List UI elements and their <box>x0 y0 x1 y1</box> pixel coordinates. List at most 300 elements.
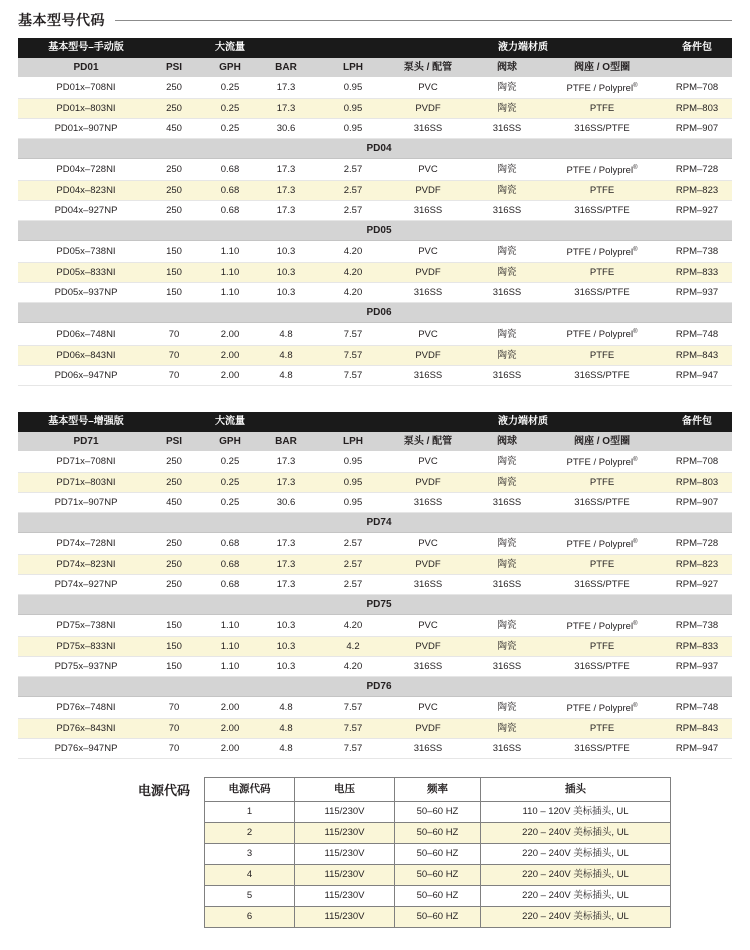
manual-group-row <box>18 303 732 323</box>
table-row <box>18 719 732 739</box>
table-cell: PD05x–833NI <box>18 263 146 283</box>
table-cell: 0.95 <box>314 472 384 492</box>
table-cell: 450 <box>146 492 202 512</box>
table-cell: 250 <box>146 554 202 574</box>
table-cell: RPM–708 <box>662 77 732 99</box>
manual-group-label: PD06 <box>18 303 732 323</box>
table-cell: 2.57 <box>314 159 384 181</box>
table-cell: PD71x–803NI <box>18 472 146 492</box>
enhanced-col-model: PD71 <box>18 432 146 451</box>
table-cell: 10.3 <box>258 657 314 677</box>
table-row <box>18 159 732 181</box>
power-table-header-cell: 插头 <box>481 778 671 802</box>
table-cell: 316SS/PTFE <box>542 574 662 594</box>
table-row <box>18 263 732 283</box>
table-cell: 4.8 <box>258 719 314 739</box>
table-cell: RPM–738 <box>662 614 732 636</box>
table-cell: RPM–738 <box>662 241 732 263</box>
table-cell: 陶瓷 <box>472 181 542 201</box>
table-cell: 50–60 HZ <box>395 865 481 886</box>
table-cell: 110 – 120V 美标插头, UL <box>481 802 671 823</box>
table-row <box>205 907 671 928</box>
table-cell: PTFE <box>542 637 662 657</box>
table-cell: PVC <box>384 77 472 99</box>
table-cell: 50–60 HZ <box>395 802 481 823</box>
table-cell: 陶瓷 <box>472 637 542 657</box>
table-cell: RPM–748 <box>662 697 732 719</box>
enhanced-group-label: PD74 <box>18 512 732 532</box>
table-cell: 70 <box>146 739 202 759</box>
table-cell: 0.25 <box>202 472 258 492</box>
table-cell: 4 <box>205 865 295 886</box>
table-cell: 1 <box>205 802 295 823</box>
table-row <box>18 283 732 303</box>
table-cell: 150 <box>146 263 202 283</box>
table-cell: RPM–843 <box>662 345 732 365</box>
enhanced-model-table-wrapper <box>18 412 732 760</box>
manual-header-flow: 大流量 <box>146 38 314 58</box>
table-cell: 2.00 <box>202 697 258 719</box>
table-cell: 陶瓷 <box>472 77 542 99</box>
manual-col-seat-oring: 阀座 / O型圈 <box>542 58 662 77</box>
power-table-header-cell: 频率 <box>395 778 481 802</box>
table-cell: PVDF <box>384 263 472 283</box>
power-table-header-cell: 电源代码 <box>205 778 295 802</box>
table-row <box>18 554 732 574</box>
table-cell: RPM–947 <box>662 365 732 385</box>
table-cell: 0.68 <box>202 201 258 221</box>
table-cell: 2.57 <box>314 532 384 554</box>
table-cell: 150 <box>146 241 202 263</box>
table-cell: 316SS <box>472 657 542 677</box>
table-row <box>18 492 732 512</box>
table-cell: 115/230V <box>295 844 395 865</box>
table-cell: 10.3 <box>258 241 314 263</box>
table-cell: 2.57 <box>314 181 384 201</box>
table-row <box>18 739 732 759</box>
table-cell: 316SS <box>384 739 472 759</box>
table-cell: RPM–927 <box>662 201 732 221</box>
table-cell: 17.3 <box>258 574 314 594</box>
table-cell: PD74x–728NI <box>18 532 146 554</box>
table-cell: 1.10 <box>202 283 258 303</box>
table-row <box>18 119 732 139</box>
table-cell: 10.3 <box>258 263 314 283</box>
table-cell: 4.20 <box>314 263 384 283</box>
registered-mark: ® <box>633 329 638 336</box>
enhanced-col-gph: GPH <box>202 432 258 451</box>
manual-col-bar: BAR <box>258 58 314 77</box>
table-cell: 316SS <box>384 657 472 677</box>
table-cell: 0.95 <box>314 99 384 119</box>
table-cell: 7.57 <box>314 365 384 385</box>
table-cell: PD05x–738NI <box>18 241 146 263</box>
table-cell: PD06x–843NI <box>18 345 146 365</box>
table-cell: 0.95 <box>314 451 384 473</box>
table-row <box>205 823 671 844</box>
table-cell: 150 <box>146 614 202 636</box>
table-cell: 陶瓷 <box>472 345 542 365</box>
table-cell: PTFE <box>542 345 662 365</box>
table-cell: RPM–947 <box>662 739 732 759</box>
table-cell: PD04x–728NI <box>18 159 146 181</box>
enhanced-header-primary <box>18 412 732 432</box>
table-cell: 陶瓷 <box>472 99 542 119</box>
table-cell: PVDF <box>384 472 472 492</box>
manual-group-label: PD04 <box>18 139 732 159</box>
table-cell: 7.57 <box>314 739 384 759</box>
table-cell: RPM–803 <box>662 472 732 492</box>
table-cell: 316SS <box>384 574 472 594</box>
table-cell: RPM–937 <box>662 657 732 677</box>
manual-header-model: 基本型号–手动版 <box>18 38 146 58</box>
table-cell: 7.57 <box>314 323 384 345</box>
enhanced-header-columns <box>18 432 732 451</box>
table-cell: 0.25 <box>202 99 258 119</box>
table-cell: 316SS <box>384 365 472 385</box>
table-cell: 250 <box>146 181 202 201</box>
table-cell: RPM–833 <box>662 263 732 283</box>
table-cell: PVC <box>384 614 472 636</box>
table-cell: PTFE / Polyprel® <box>542 241 662 263</box>
table-cell: 10.3 <box>258 283 314 303</box>
table-cell: 220 – 240V 美标插头, UL <box>481 865 671 886</box>
enhanced-group-row <box>18 512 732 532</box>
enhanced-header-model: 基本型号–增强版 <box>18 412 146 432</box>
table-cell: 0.68 <box>202 574 258 594</box>
table-cell: PTFE <box>542 181 662 201</box>
table-row <box>18 637 732 657</box>
registered-mark: ® <box>633 538 638 545</box>
power-code-block <box>18 777 732 928</box>
table-cell: 2.57 <box>314 201 384 221</box>
manual-header-wetend: 液力端材质 <box>384 38 662 58</box>
registered-mark: ® <box>633 83 638 89</box>
enhanced-col-bar: BAR <box>258 432 314 451</box>
table-cell: 7.57 <box>314 345 384 365</box>
table-cell: 10.3 <box>258 614 314 636</box>
enhanced-header-wetend: 液力端材质 <box>384 412 662 432</box>
table-cell: 4.20 <box>314 614 384 636</box>
table-cell: PD75x–833NI <box>18 637 146 657</box>
table-cell: 1.10 <box>202 614 258 636</box>
table-cell: PD75x–937NP <box>18 657 146 677</box>
table-row <box>205 802 671 823</box>
enhanced-model-table <box>18 412 732 760</box>
table-cell: PD01x–708NI <box>18 77 146 99</box>
table-cell: 250 <box>146 201 202 221</box>
table-cell: PD04x–823NI <box>18 181 146 201</box>
table-cell: 115/230V <box>295 886 395 907</box>
table-cell: RPM–833 <box>662 637 732 657</box>
table-cell: 250 <box>146 77 202 99</box>
table-cell: 115/230V <box>295 907 395 928</box>
power-code-label: 电源代码 <box>138 783 191 799</box>
table-cell: 4.20 <box>314 657 384 677</box>
table-cell: RPM–748 <box>662 323 732 345</box>
enhanced-header-spacer <box>314 412 384 432</box>
table-cell: 2.57 <box>314 574 384 594</box>
table-cell: PVDF <box>384 99 472 119</box>
table-cell: 316SS <box>384 283 472 303</box>
table-cell: 150 <box>146 283 202 303</box>
table-cell: PVC <box>384 241 472 263</box>
table-row <box>18 345 732 365</box>
table-cell: 50–60 HZ <box>395 886 481 907</box>
table-cell: PVC <box>384 532 472 554</box>
table-cell: PD01x–907NP <box>18 119 146 139</box>
table-cell: 10.3 <box>258 637 314 657</box>
table-cell: PD06x–748NI <box>18 323 146 345</box>
table-cell: 2 <box>205 823 295 844</box>
table-cell: 1.10 <box>202 637 258 657</box>
table-cell: PD76x–843NI <box>18 719 146 739</box>
table-cell: 316SS <box>472 119 542 139</box>
table-cell: 陶瓷 <box>472 451 542 473</box>
table-cell: 0.95 <box>314 77 384 99</box>
table-row <box>18 77 732 99</box>
table-cell: PTFE / Polyprel® <box>542 159 662 181</box>
table-cell: 6 <box>205 907 295 928</box>
table-cell: 316SS <box>472 739 542 759</box>
table-cell: 70 <box>146 697 202 719</box>
table-cell: 17.3 <box>258 472 314 492</box>
registered-mark: ® <box>633 165 638 172</box>
table-cell: 220 – 240V 美标插头, UL <box>481 907 671 928</box>
table-cell: RPM–843 <box>662 719 732 739</box>
table-cell: 0.68 <box>202 532 258 554</box>
table-cell: 150 <box>146 657 202 677</box>
table-cell: 17.3 <box>258 532 314 554</box>
manual-col-valve-ball: 阀球 <box>472 58 542 77</box>
table-cell: RPM–728 <box>662 532 732 554</box>
table-cell: RPM–803 <box>662 99 732 119</box>
table-cell: 0.68 <box>202 554 258 574</box>
table-cell: 220 – 240V 美标插头, UL <box>481 844 671 865</box>
table-row <box>18 697 732 719</box>
registered-mark: ® <box>633 247 638 254</box>
table-cell: 150 <box>146 637 202 657</box>
table-cell: 1.10 <box>202 657 258 677</box>
table-cell: 0.68 <box>202 181 258 201</box>
table-cell: 70 <box>146 345 202 365</box>
manual-col-psi: PSI <box>146 58 202 77</box>
table-cell: 50–60 HZ <box>395 823 481 844</box>
table-cell: 17.3 <box>258 159 314 181</box>
table-cell: PTFE / Polyprel® <box>542 614 662 636</box>
manual-model-table-wrapper <box>18 38 732 386</box>
enhanced-header-spare: 备件包 <box>662 412 732 432</box>
table-cell: PTFE / Polyprel® <box>542 77 662 99</box>
table-cell: 陶瓷 <box>472 159 542 181</box>
enhanced-col-valve-ball: 阀球 <box>472 432 542 451</box>
table-cell: PTFE / Polyprel® <box>542 532 662 554</box>
table-row <box>18 574 732 594</box>
manual-col-spare <box>662 58 732 77</box>
table-cell: PD74x–927NP <box>18 574 146 594</box>
registered-mark: ® <box>633 620 638 627</box>
table-cell: PD04x–927NP <box>18 201 146 221</box>
table-row <box>18 99 732 119</box>
table-cell: 50–60 HZ <box>395 844 481 865</box>
enhanced-col-spare <box>662 432 732 451</box>
table-cell: 0.95 <box>314 119 384 139</box>
manual-model-table <box>18 38 732 386</box>
table-cell: 陶瓷 <box>472 719 542 739</box>
table-cell: 4.20 <box>314 283 384 303</box>
table-cell: RPM–907 <box>662 119 732 139</box>
enhanced-group-label: PD75 <box>18 594 732 614</box>
table-cell: 70 <box>146 365 202 385</box>
table-cell: PVDF <box>384 181 472 201</box>
table-row <box>18 241 732 263</box>
table-cell: PTFE <box>542 99 662 119</box>
table-cell: 陶瓷 <box>472 241 542 263</box>
manual-group-label: PD05 <box>18 221 732 241</box>
table-cell: 70 <box>146 719 202 739</box>
table-cell: 4.20 <box>314 241 384 263</box>
table-cell: 316SS <box>472 492 542 512</box>
table-cell: RPM–823 <box>662 554 732 574</box>
table-cell: 316SS/PTFE <box>542 365 662 385</box>
table-row <box>18 365 732 385</box>
enhanced-header-flow: 大流量 <box>146 412 314 432</box>
table-cell: 250 <box>146 159 202 181</box>
table-cell: 7.57 <box>314 697 384 719</box>
table-cell: 220 – 240V 美标插头, UL <box>481 823 671 844</box>
table-cell: 250 <box>146 574 202 594</box>
table-cell: 7.57 <box>314 719 384 739</box>
table-cell: PTFE / Polyprel® <box>542 323 662 345</box>
table-cell: PVDF <box>384 719 472 739</box>
table-cell: PD75x–738NI <box>18 614 146 636</box>
table-row <box>18 472 732 492</box>
table-row <box>18 201 732 221</box>
table-cell: PVDF <box>384 345 472 365</box>
enhanced-col-psi: PSI <box>146 432 202 451</box>
table-cell: PTFE <box>542 554 662 574</box>
table-cell: PD71x–907NP <box>18 492 146 512</box>
table-cell: 陶瓷 <box>472 532 542 554</box>
table-cell: 250 <box>146 472 202 492</box>
table-cell: 4.8 <box>258 739 314 759</box>
table-cell: 115/230V <box>295 802 395 823</box>
table-cell: PD76x–947NP <box>18 739 146 759</box>
table-cell: 250 <box>146 451 202 473</box>
table-cell: 4.8 <box>258 345 314 365</box>
table-cell: 2.00 <box>202 719 258 739</box>
table-cell: 3 <box>205 844 295 865</box>
table-cell: 0.25 <box>202 492 258 512</box>
table-cell: PTFE / Polyprel® <box>542 451 662 473</box>
enhanced-col-seat-oring: 阀座 / O型圈 <box>542 432 662 451</box>
table-cell: 250 <box>146 532 202 554</box>
table-cell: RPM–937 <box>662 283 732 303</box>
manual-col-model: PD01 <box>18 58 146 77</box>
table-cell: 4.8 <box>258 323 314 345</box>
table-cell: 316SS/PTFE <box>542 739 662 759</box>
table-cell: RPM–907 <box>662 492 732 512</box>
table-cell: 316SS <box>384 201 472 221</box>
table-cell: 陶瓷 <box>472 614 542 636</box>
table-cell: 115/230V <box>295 865 395 886</box>
table-cell: PD71x–708NI <box>18 451 146 473</box>
table-cell: 1.10 <box>202 241 258 263</box>
table-cell: 450 <box>146 119 202 139</box>
table-cell: PVC <box>384 697 472 719</box>
table-cell: 2.00 <box>202 365 258 385</box>
table-row <box>205 886 671 907</box>
registered-mark: ® <box>633 703 638 710</box>
table-cell: 0.25 <box>202 451 258 473</box>
table-cell: PD76x–748NI <box>18 697 146 719</box>
table-cell: 陶瓷 <box>472 323 542 345</box>
table-cell: PD01x–803NI <box>18 99 146 119</box>
table-cell: PVDF <box>384 637 472 657</box>
enhanced-group-row <box>18 594 732 614</box>
enhanced-group-row <box>18 677 732 697</box>
table-cell: RPM–823 <box>662 181 732 201</box>
registered-mark: ® <box>633 456 638 463</box>
table-cell: PVC <box>384 159 472 181</box>
table-cell: 316SS/PTFE <box>542 283 662 303</box>
enhanced-group-label: PD76 <box>18 677 732 697</box>
table-cell: 220 – 240V 美标插头, UL <box>481 886 671 907</box>
table-cell: RPM–708 <box>662 451 732 473</box>
table-cell: PD05x–937NP <box>18 283 146 303</box>
manual-header-spare: 备件包 <box>662 38 732 58</box>
table-row <box>18 181 732 201</box>
table-cell: PTFE <box>542 263 662 283</box>
manual-col-lph: LPH <box>314 58 384 77</box>
manual-header-columns <box>18 58 732 77</box>
table-cell: 316SS/PTFE <box>542 657 662 677</box>
table-cell: PVC <box>384 451 472 473</box>
manual-col-pump-tube: 泵头 / 配管 <box>384 58 472 77</box>
table-cell: 陶瓷 <box>472 263 542 283</box>
table-row <box>18 451 732 473</box>
table-cell: 70 <box>146 323 202 345</box>
table-cell: 陶瓷 <box>472 697 542 719</box>
table-cell: 17.3 <box>258 451 314 473</box>
table-cell: 17.3 <box>258 554 314 574</box>
section-gap <box>18 386 732 412</box>
manual-col-gph: GPH <box>202 58 258 77</box>
table-cell: 316SS/PTFE <box>542 492 662 512</box>
table-row <box>205 865 671 886</box>
table-row <box>18 657 732 677</box>
table-cell: 0.25 <box>202 119 258 139</box>
page-title-row <box>18 0 732 38</box>
table-cell: 4.8 <box>258 365 314 385</box>
table-cell: 316SS <box>384 492 472 512</box>
table-cell: 250 <box>146 99 202 119</box>
table-row <box>18 532 732 554</box>
table-cell: 2.00 <box>202 345 258 365</box>
enhanced-col-pump-tube: 泵头 / 配管 <box>384 432 472 451</box>
table-cell: 17.3 <box>258 201 314 221</box>
table-cell: 4.8 <box>258 697 314 719</box>
table-cell: 30.6 <box>258 119 314 139</box>
table-cell: 316SS <box>472 283 542 303</box>
table-cell: PVC <box>384 323 472 345</box>
table-cell: RPM–927 <box>662 574 732 594</box>
table-cell: 0.95 <box>314 492 384 512</box>
table-cell: 50–60 HZ <box>395 907 481 928</box>
table-cell: 2.00 <box>202 323 258 345</box>
manual-group-row <box>18 139 732 159</box>
table-row <box>205 844 671 865</box>
